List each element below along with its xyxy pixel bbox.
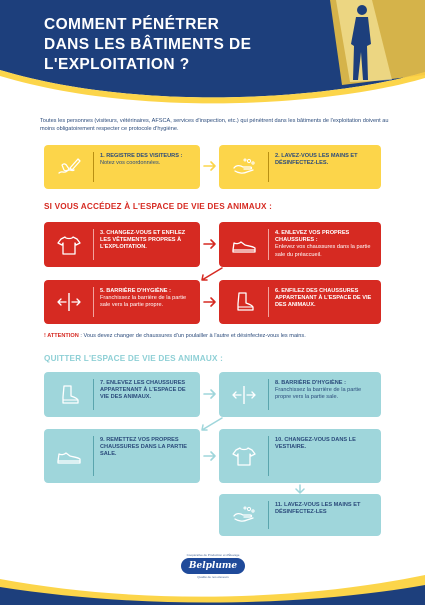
title-line: L'EXPLOITATION ? <box>44 56 190 73</box>
arrow-right-icon <box>203 450 217 462</box>
arrow-right-icon <box>203 160 217 172</box>
divider <box>268 379 269 410</box>
silhouette-icon <box>340 2 380 86</box>
divider <box>93 436 94 476</box>
divider <box>268 501 269 529</box>
step-title: 11. LAVEZ-VOUS LES MAINS ET DÉSINFECTEZ-LES <box>275 502 361 516</box>
divider <box>268 287 269 317</box>
title-line: DANS LES BÂTIMENTS DE <box>44 36 252 53</box>
step-title: 10. CHANGEZ-VOUS DANS LE VESTIAIRE. <box>275 437 356 451</box>
sneaker-icon <box>56 445 82 467</box>
attention-text: : Vous devez changer de chaussures d'un poulailler à l'autre et désinfectez-vous les mains. <box>78 333 306 339</box>
step-6-put-on-farm-shoes <box>219 280 381 324</box>
step-2-wash-hands <box>219 145 381 189</box>
step-title: 4. ENLEVEZ VOS PROPRES CHAUSSURES : <box>275 230 350 244</box>
boot-icon <box>231 291 257 313</box>
divider <box>93 229 94 260</box>
attention-note <box>44 333 306 339</box>
step-title: 5. BARRIÈRE D'HYGIÈNE : <box>100 288 171 294</box>
barrier-arrows-icon <box>231 384 257 406</box>
step-8-hygiene-barrier <box>219 372 381 417</box>
belplume-logo <box>175 553 251 579</box>
page-title <box>44 15 251 75</box>
divider <box>268 436 269 476</box>
step-body: Enlevez vos chaussures dans la partie sale du préaccueil. <box>275 244 371 258</box>
pen-writing-icon <box>56 156 82 178</box>
section-heading-exit: QUITTER L'ESPACE DE VIE DES ANIMAUX : <box>44 354 224 363</box>
section-heading-animals: SI VOUS ACCÉDEZ À L'ESPACE DE VIE DES ANIMAUX : <box>44 202 273 211</box>
arrow-right-icon <box>203 388 217 400</box>
sneaker-icon <box>231 234 257 256</box>
step-title: 3. CHANGEZ-VOUS ET ENFILEZ LES VÊTEMENTS PROPRES À L'EXPLOITATION. <box>100 230 186 251</box>
step-title: 1. REGISTRE DES VISITEURS : <box>100 153 183 159</box>
intro-text: Toutes les personnes (visiteurs, vétérinaires, AFSCA, services d'inspection, etc.) qui pénètrent dans les bâtiments de l'exploitation doivent au moins obligatoirement respecter ce protocole d'hygiène. <box>40 118 389 132</box>
arrow-right-icon <box>203 296 217 308</box>
logo-badge <box>181 558 245 574</box>
boot-icon <box>56 384 82 406</box>
step-7-remove-farm-shoes <box>44 372 200 417</box>
arrow-right-icon <box>203 238 217 250</box>
step-10-change-in-locker-room <box>219 429 381 483</box>
step-3-change-clothes <box>44 222 200 267</box>
divider <box>93 152 94 182</box>
step-body: Notez vos coordonnées. <box>100 160 161 167</box>
step-title: 9. REMETTEZ VOS PROPRES CHAUSSURES DANS LA PARTIE SALE. <box>100 437 188 458</box>
title-line: COMMENT PÉNÉTRER <box>44 16 220 33</box>
step-9-put-on-own-shoes <box>44 429 200 483</box>
step-title: 7. ENLEVEZ LES CHAUSSURES APPARTENANT À L'ESPACE DE VIE DES ANIMAUX. <box>100 380 186 401</box>
divider <box>268 229 269 260</box>
tshirt-icon <box>56 234 82 256</box>
logo-tagline-bottom: Qualité de nos éleveurs <box>197 575 229 579</box>
header-banner <box>0 0 425 110</box>
hand-washing-icon <box>231 156 257 178</box>
step-4-remove-shoes <box>219 222 381 267</box>
barrier-arrows-icon <box>56 291 82 313</box>
step-body: Franchissez la barrière de la partie propre vers la partie sale. <box>275 387 362 401</box>
step-body: Franchissez la barrière de la partie sale vers la partie propre. <box>100 295 187 309</box>
step-title: 6. ENFILEZ DES CHAUSSURES APPARTENANT À L'ESPACE DE VIE DES ANIMAUX. <box>275 288 372 309</box>
divider <box>93 379 94 410</box>
logo-name: Belplume <box>188 561 238 571</box>
step-1-visitor-register <box>44 145 200 189</box>
divider <box>268 152 269 182</box>
step-5-hygiene-barrier <box>44 280 200 324</box>
step-title: 8. BARRIÈRE D'HYGIÈNE : <box>275 380 346 386</box>
logo-tagline-top: Coopérative de Production et d'Élevage <box>186 553 240 557</box>
hand-washing-icon <box>231 504 257 526</box>
attention-label: ! ATTENTION <box>44 333 79 339</box>
arrow-down-icon <box>294 484 306 494</box>
step-title: 2. LAVEZ-VOUS LES MAINS ET DÉSINFECTEZ-LES. <box>275 153 358 167</box>
divider <box>93 287 94 317</box>
step-11-wash-hands <box>219 494 381 536</box>
tshirt-icon <box>231 445 257 467</box>
